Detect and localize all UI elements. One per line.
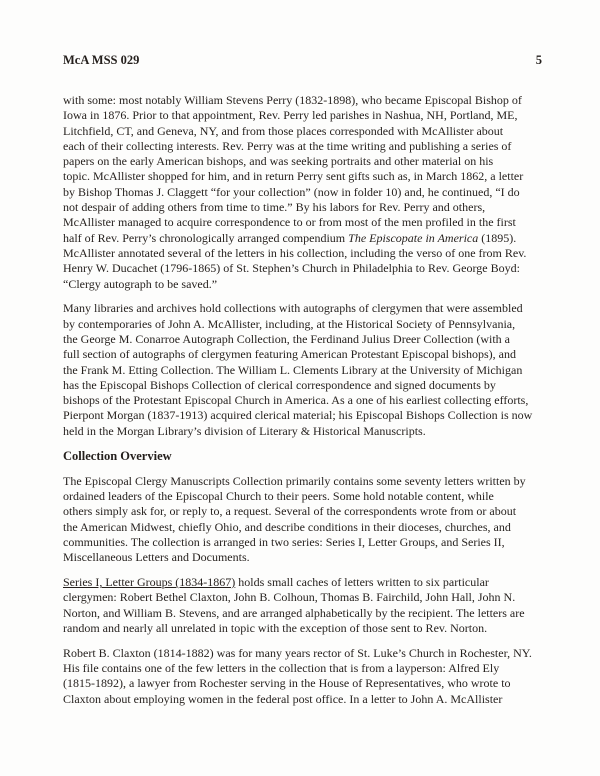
text-line: Many libraries and archives hold collections with autographs of clergymen that were assembled xyxy=(63,301,523,316)
text-line: bishops of the Protestant Episcopal Church in America. As a one of his earliest collecting efforts, xyxy=(63,393,529,408)
header-collection-id: McA MSS 029 xyxy=(63,53,140,67)
text-line: by contemporaries of John A. McAllister, including, at the Historical Society of Pennsylvania, xyxy=(63,316,516,331)
text-line: McAllister managed to acquire correspondence to or from most of the men profiled in the first xyxy=(63,215,516,230)
text-line: not despair of adding others from time to time.” By his labors for Rev. Perry and others, xyxy=(63,200,486,215)
section-heading-collection-overview: Collection Overview xyxy=(63,448,172,463)
text-line: Iowa in 1876. Prior to that appointment, Rev. Perry led parishes in Nashua, NH, Portland, ME, xyxy=(63,108,518,123)
header-page-number: 5 xyxy=(535,53,542,67)
paragraph-4 xyxy=(63,575,542,636)
paragraph-3 xyxy=(63,474,542,566)
text-line: Robert B. Claxton (1814-1882) was for many years rector of St. Luke’s Church in Rochester, NY. xyxy=(63,645,532,660)
text-line: topic. McAllister shopped for him, and in return Perry sent gifts such as, in March 1862, a letter xyxy=(63,169,524,184)
series-title-underlined: Series I, Letter Groups (1834-1867) xyxy=(63,575,236,590)
text-line: Norton, and William B. Stevens, and are arranged alphabetically by the recipient. The letters are xyxy=(63,605,525,620)
text-line: “Clergy autograph to be saved.” xyxy=(63,276,218,291)
page-header xyxy=(63,53,542,68)
text-line: clergymen: Robert Bethel Claxton, John B. Colhoun, Thomas B. Fairchild, John Hall, John N. xyxy=(63,590,516,605)
text-line: Litchfield, CT, and Geneva, NY, and from those places corresponded with McAllister about xyxy=(63,123,504,138)
book-title-italic: The Episcopate in America xyxy=(348,230,479,245)
paragraph-1 xyxy=(63,93,542,292)
text-line xyxy=(63,231,542,246)
text-line: the George M. Conarroe Autograph Collection, the Ferdinand Julius Dreer Collection (with a xyxy=(63,331,511,346)
text-line: each of their collecting interests. Rev. Perry was at the time writing and publishing a series of xyxy=(63,138,512,153)
text-line: (1815-1892), a lawyer from Rochester serving in the House of Representatives, who wrote to xyxy=(63,676,511,691)
text-line: held in the Morgan Library’s division of Literary & Historical Manuscripts. xyxy=(63,423,426,438)
text-segment: (1895). xyxy=(478,230,517,245)
text-line: Pierpont Morgan (1837-1913) acquired clerical material; his Episcopal Bishops Collection is now xyxy=(63,408,533,423)
text-line: communities. The collection is arranged in two series: Series I, Letter Groups, and Series II, xyxy=(63,535,505,550)
text-line: The Episcopal Clergy Manuscripts Collection primarily contains some seventy letters written by xyxy=(63,473,526,488)
text-line: random and nearly all unrelated in topic with the exception of those sent to Rev. Norton. xyxy=(63,621,488,635)
text-line: by Bishop Thomas J. Claggett “for your collection” (now in folder 10) and, he continued, “I do xyxy=(63,184,520,199)
text-line: papers on the early American bishops, and was seeking portraits and other material on his xyxy=(63,154,494,169)
text-line: others simply ask for, or reply to, a request. Several of the correspondents wrote from or about xyxy=(63,504,517,519)
text-line: Claxton about employing women in the federal post office. In a letter to John A. McAllister xyxy=(63,691,503,706)
paragraph-2 xyxy=(63,301,542,439)
text-line: full section of autographs of clergymen featuring American Protestant Episcopal bishops), and xyxy=(63,347,516,362)
text-line: McAllister annotated several of the letters in his collection, including the verso of one from Rev. xyxy=(63,245,527,260)
text-line: Miscellaneous Letters and Documents. xyxy=(63,550,250,565)
text-segment: half of Rev. Perry’s chronologically arranged compendium xyxy=(63,230,349,245)
paragraph-5 xyxy=(63,646,542,707)
text-line: has the Episcopal Bishops Collection of clerical correspondence and signed documents by xyxy=(63,377,496,392)
text-line: the Frank M. Etting Collection. The William L. Clements Library at the University of Michigan xyxy=(63,362,523,377)
document-body xyxy=(63,93,542,707)
text-line: with some: most notably William Stevens Perry (1832-1898), who became Episcopal Bishop of xyxy=(63,93,522,107)
text-line: His file contains one of the few letters in the collection that is from a layperson: Alfred Ely xyxy=(63,661,500,676)
text-line: Henry W. Ducachet (1796-1865) of St. Stephen’s Church in Philadelphia to Rev. George Boyd: xyxy=(63,261,520,276)
text-line: ordained leaders of the Episcopal Church to their peers. Some hold notable content, while xyxy=(63,489,494,504)
text-segment: holds small caches of letters written to six particular xyxy=(235,575,489,590)
text-line xyxy=(63,575,542,590)
text-line: the American Midwest, chiefly Ohio, and describe conditions in their dioceses, churches, and xyxy=(63,519,511,534)
